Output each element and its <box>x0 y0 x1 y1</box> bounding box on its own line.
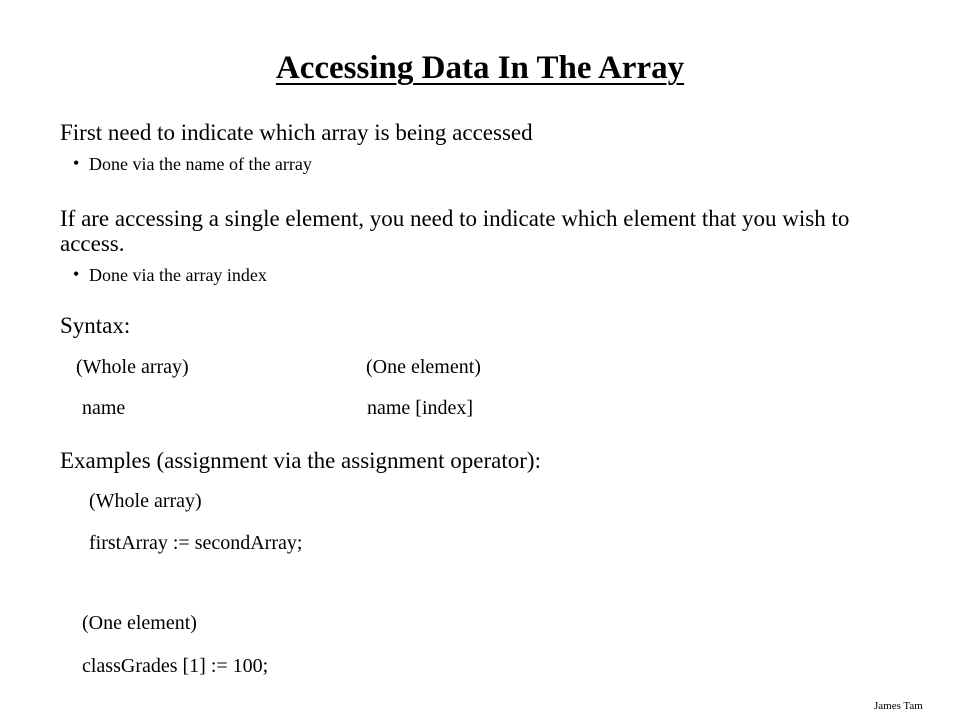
syntax-heading: Syntax: <box>60 313 131 338</box>
syntax-one-label: (One element) <box>366 356 481 378</box>
example-one-code: classGrades [1] := 100; <box>82 655 269 677</box>
point-1-sub: Done via the name of the array <box>89 154 312 174</box>
syntax-one-code: name [index] <box>367 397 474 419</box>
syntax-whole-code: name <box>82 397 126 419</box>
examples-heading: Examples (assignment via the assignment operator): <box>60 448 541 473</box>
example-whole-label: (Whole array) <box>89 490 202 512</box>
example-whole-code: firstArray := secondArray; <box>89 532 303 554</box>
example-one-label: (One element) <box>82 612 197 634</box>
slide-title: Accessing Data In The Array <box>275 50 685 86</box>
bullet-dot: • <box>73 153 80 173</box>
point-2-text: If are accessing a single element, you need to indicate which element that you wish to access. <box>60 206 850 256</box>
author-footer: James Tam <box>874 700 923 712</box>
point-2-sub: Done via the array index <box>89 265 267 285</box>
syntax-whole-label: (Whole array) <box>76 356 189 378</box>
point-1-text: First need to indicate which array is being accessed <box>60 120 533 145</box>
bullet-dot: • <box>73 264 80 284</box>
